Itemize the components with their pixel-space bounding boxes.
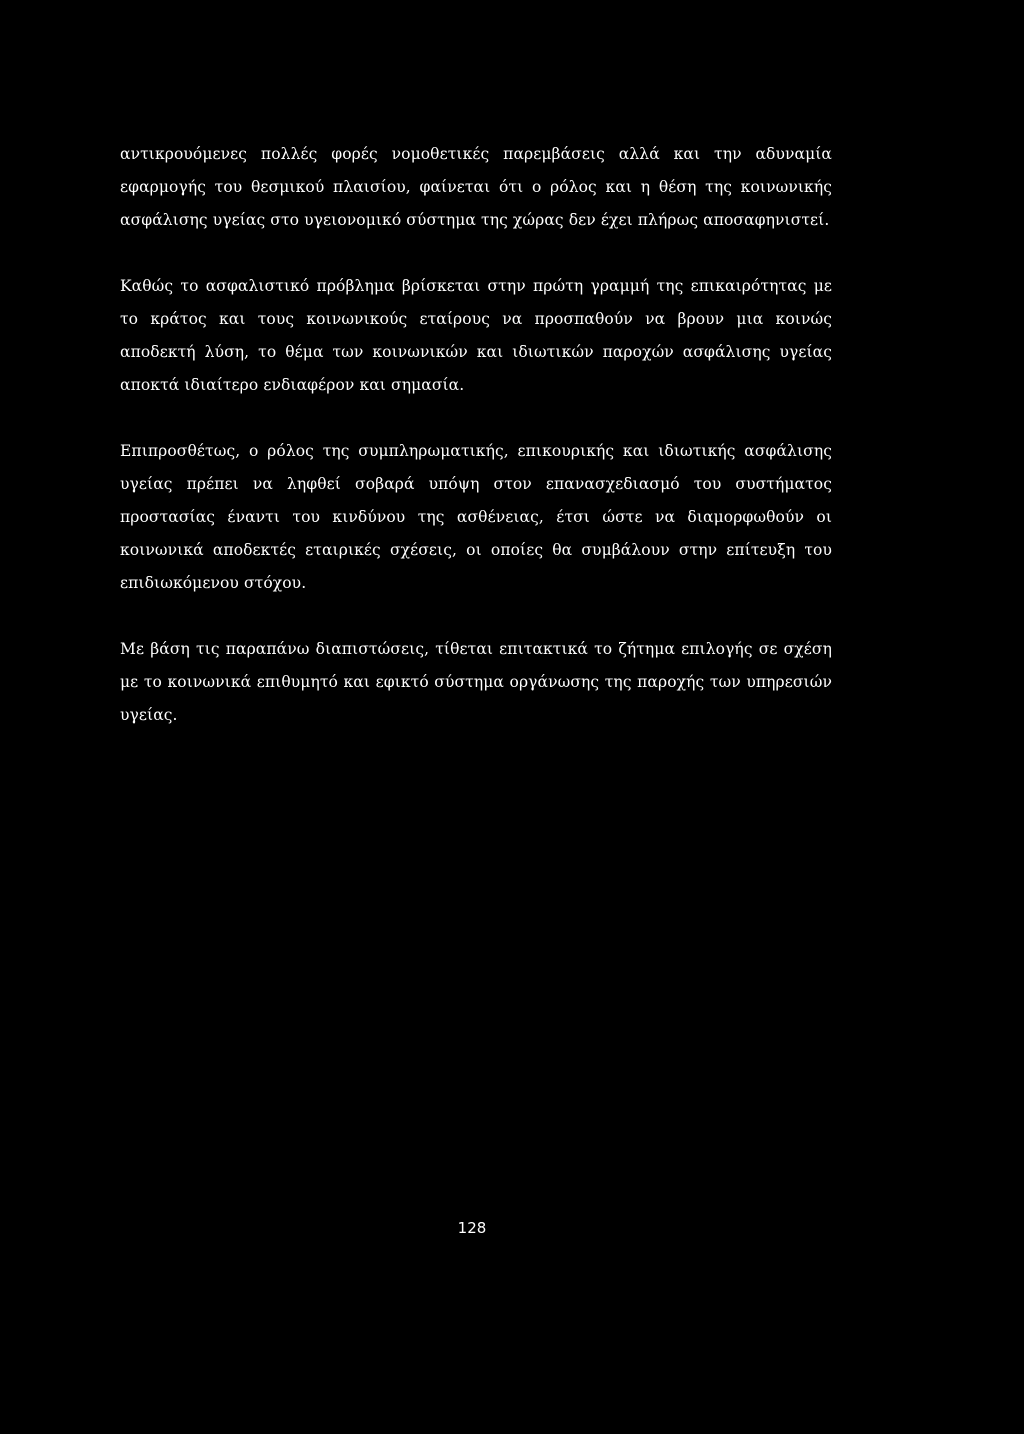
paragraph-2: Καθώς το ασφαλιστικό πρόβλημα βρίσκεται στην πρώτη γραμμή της επικαιρότητας με το κράτος και τους κοινωνικούς εταίρους να προσπαθούν να βρουν μια κοινώς αποδεκτή λύση, το θέμα των κοινωνικών και ιδιωτικών παροχών ασφάλισης υγείας αποκτά ιδιαίτερο ενδιαφέρον και σημασία. (120, 277, 832, 394)
paragraph-3: Επιπροσθέτως, ο ρόλος της συμπληρωματικής, επικουρικής και ιδιωτικής ασφάλισης υγείας πρέπει να ληφθεί σοβαρά υπόψη στον επανασχεδιασμό του συστήματος προστασίας έναντι του κινδύνου της ασθένειας, έτσι ώστε να διαμορφωθούν οι κοινωνικά αποδεκτές εταιρικές σχέσεις, οι οποίες θα συμβάλουν στην επίτευξη του επιδιωκόμενου στόχου. (120, 442, 832, 592)
page-number: 128 (457, 1219, 487, 1237)
paragraph-1: αντικρουόμενες πολλές φορές νομοθετικές παρεμβάσεις αλλά και την αδυναμία εφαρμογής του θεσμικού πλαισίου, φαίνεται ότι ο ρόλος και η θέση της κοινωνικής ασφάλισης υγείας στο υγειονομικό σύστημα της χώρας δεν έχει πλήρως αποσαφηνιστεί. (120, 145, 832, 229)
body-text (120, 138, 832, 732)
paragraph-4: Με βάση τις παραπάνω διαπιστώσεις, τίθεται επιτακτικά το ζήτημα επιλογής σε σχέση με το κοινωνικά επιθυμητό και εφικτό σύστημα οργάνωσης της παροχής των υπηρεσιών υγείας. (120, 640, 832, 724)
